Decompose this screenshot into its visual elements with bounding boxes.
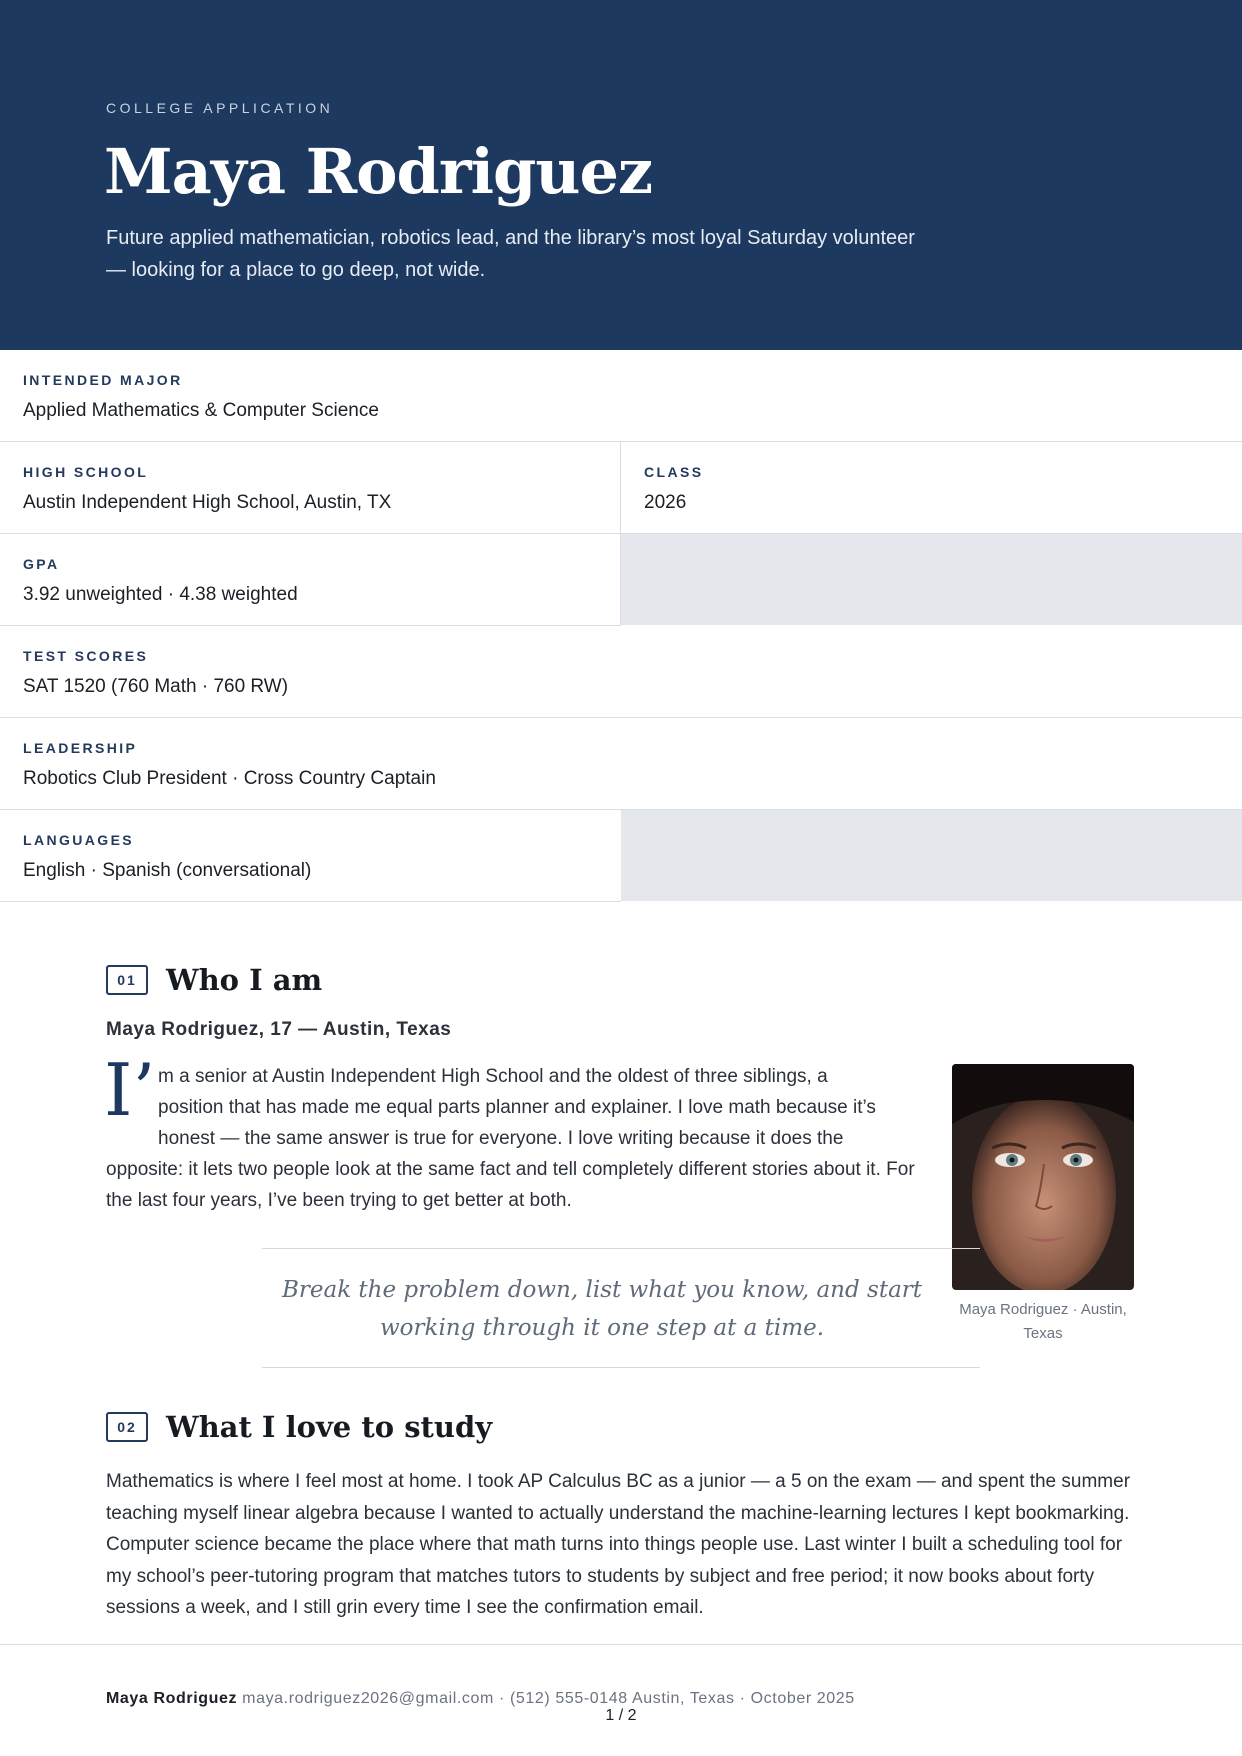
empty-cell (621, 810, 1242, 901)
page-number: 1 / 2 (605, 1707, 637, 1724)
fact-label: HIGH SCHOOL (23, 464, 149, 480)
footer-divider (0, 1644, 1242, 1645)
footer-contact (106, 1690, 855, 1708)
drop-cap: I’ (104, 1048, 156, 1132)
intro-paragraph-rest: opposite: it lets two people look at the same fact and tell completely different stories about it. For the last four years, I’ve been trying to get better at both. (106, 1159, 915, 1211)
fact-class (621, 442, 1242, 534)
fact-languages (0, 810, 621, 902)
fact-label: LANGUAGES (23, 832, 135, 848)
section-who-i-am-header (106, 963, 322, 997)
fact-value: English · Spanish (conversational) (23, 860, 312, 881)
applicant-tagline: Future applied mathematician, robotics lead, and the library’s most loyal Saturday volunteer — looking for a place to go deep, not wide. (106, 227, 915, 281)
fact-value: 3.92 unweighted · 4.38 weighted (23, 584, 298, 605)
column-divider (620, 442, 621, 534)
section-number: 02 (106, 1412, 148, 1442)
fact-value: Robotics Club President · Cross Country Captain (23, 768, 436, 789)
column-divider (620, 534, 621, 626)
footer-name: Maya Rodriguez (106, 1690, 238, 1707)
section-number: 01 (106, 965, 148, 995)
study-paragraph: Mathematics is where I feel most at home. I took AP Calculus BC as a junior — a 5 on the exam — and spent the summer teaching myself linear algebra because I wanted to actually understand the machine-learning lectures I kept bookmarking. Computer science became the place where that math turns into things people use. Last winter I built a scheduling tool for my school’s peer-tutoring program that matches tutors to students by subject and free period; it now books about forty sessions a week, and I still grin every time I see the confirmation email. (106, 1471, 1131, 1618)
fact-test-scores (0, 626, 1242, 718)
intro-subhead: Maya Rodriguez, 17 — Austin, Texas (106, 1019, 452, 1040)
intro-line: position that has made me equal parts planner and explainer. I love math because it’s (158, 1097, 876, 1118)
pull-quote (262, 1248, 980, 1368)
pull-quote-text: Break the problem down, list what you know, and start working through it one step at a time. (281, 1277, 923, 1341)
fact-leadership (0, 718, 1242, 810)
fact-high-school (0, 442, 621, 534)
header-banner (0, 0, 1242, 350)
intro-line: m a senior at Austin Independent High School and the oldest of three siblings, a (158, 1066, 828, 1087)
fact-label: CLASS (644, 464, 704, 480)
fact-value: 2026 (644, 492, 687, 513)
fact-gpa (0, 534, 621, 626)
fact-label: TEST SCORES (23, 648, 149, 664)
document-eyebrow: COLLEGE APPLICATION (106, 100, 334, 116)
fact-value: SAT 1520 (760 Math · 760 RW) (23, 676, 289, 697)
fact-label: GPA (23, 556, 60, 572)
intro-line: honest — the same answer is true for everyone. I love writing because it does the (158, 1128, 844, 1149)
empty-cell (621, 534, 1242, 625)
section-what-i-love-header (106, 1410, 492, 1444)
fact-intended-major (0, 350, 1242, 442)
section-title: What I love to study (166, 1410, 493, 1444)
applicant-name: Maya Rodriguez (104, 135, 653, 208)
fact-label: LEADERSHIP (23, 740, 138, 756)
fact-label: INTENDED MAJOR (23, 372, 183, 388)
footer-details: maya.rodriguez2026@gmail.com · (512) 555-0148 Austin, Texas · October 2025 (242, 1690, 855, 1707)
photo-caption: Maya Rodriguez · Austin, Texas (959, 1301, 1127, 1342)
intro-paragraph-lead (158, 1061, 918, 1154)
fact-value: Austin Independent High School, Austin, TX (23, 492, 392, 513)
section-title: Who I am (166, 963, 323, 997)
fact-value: Applied Mathematics & Computer Science (23, 400, 379, 421)
